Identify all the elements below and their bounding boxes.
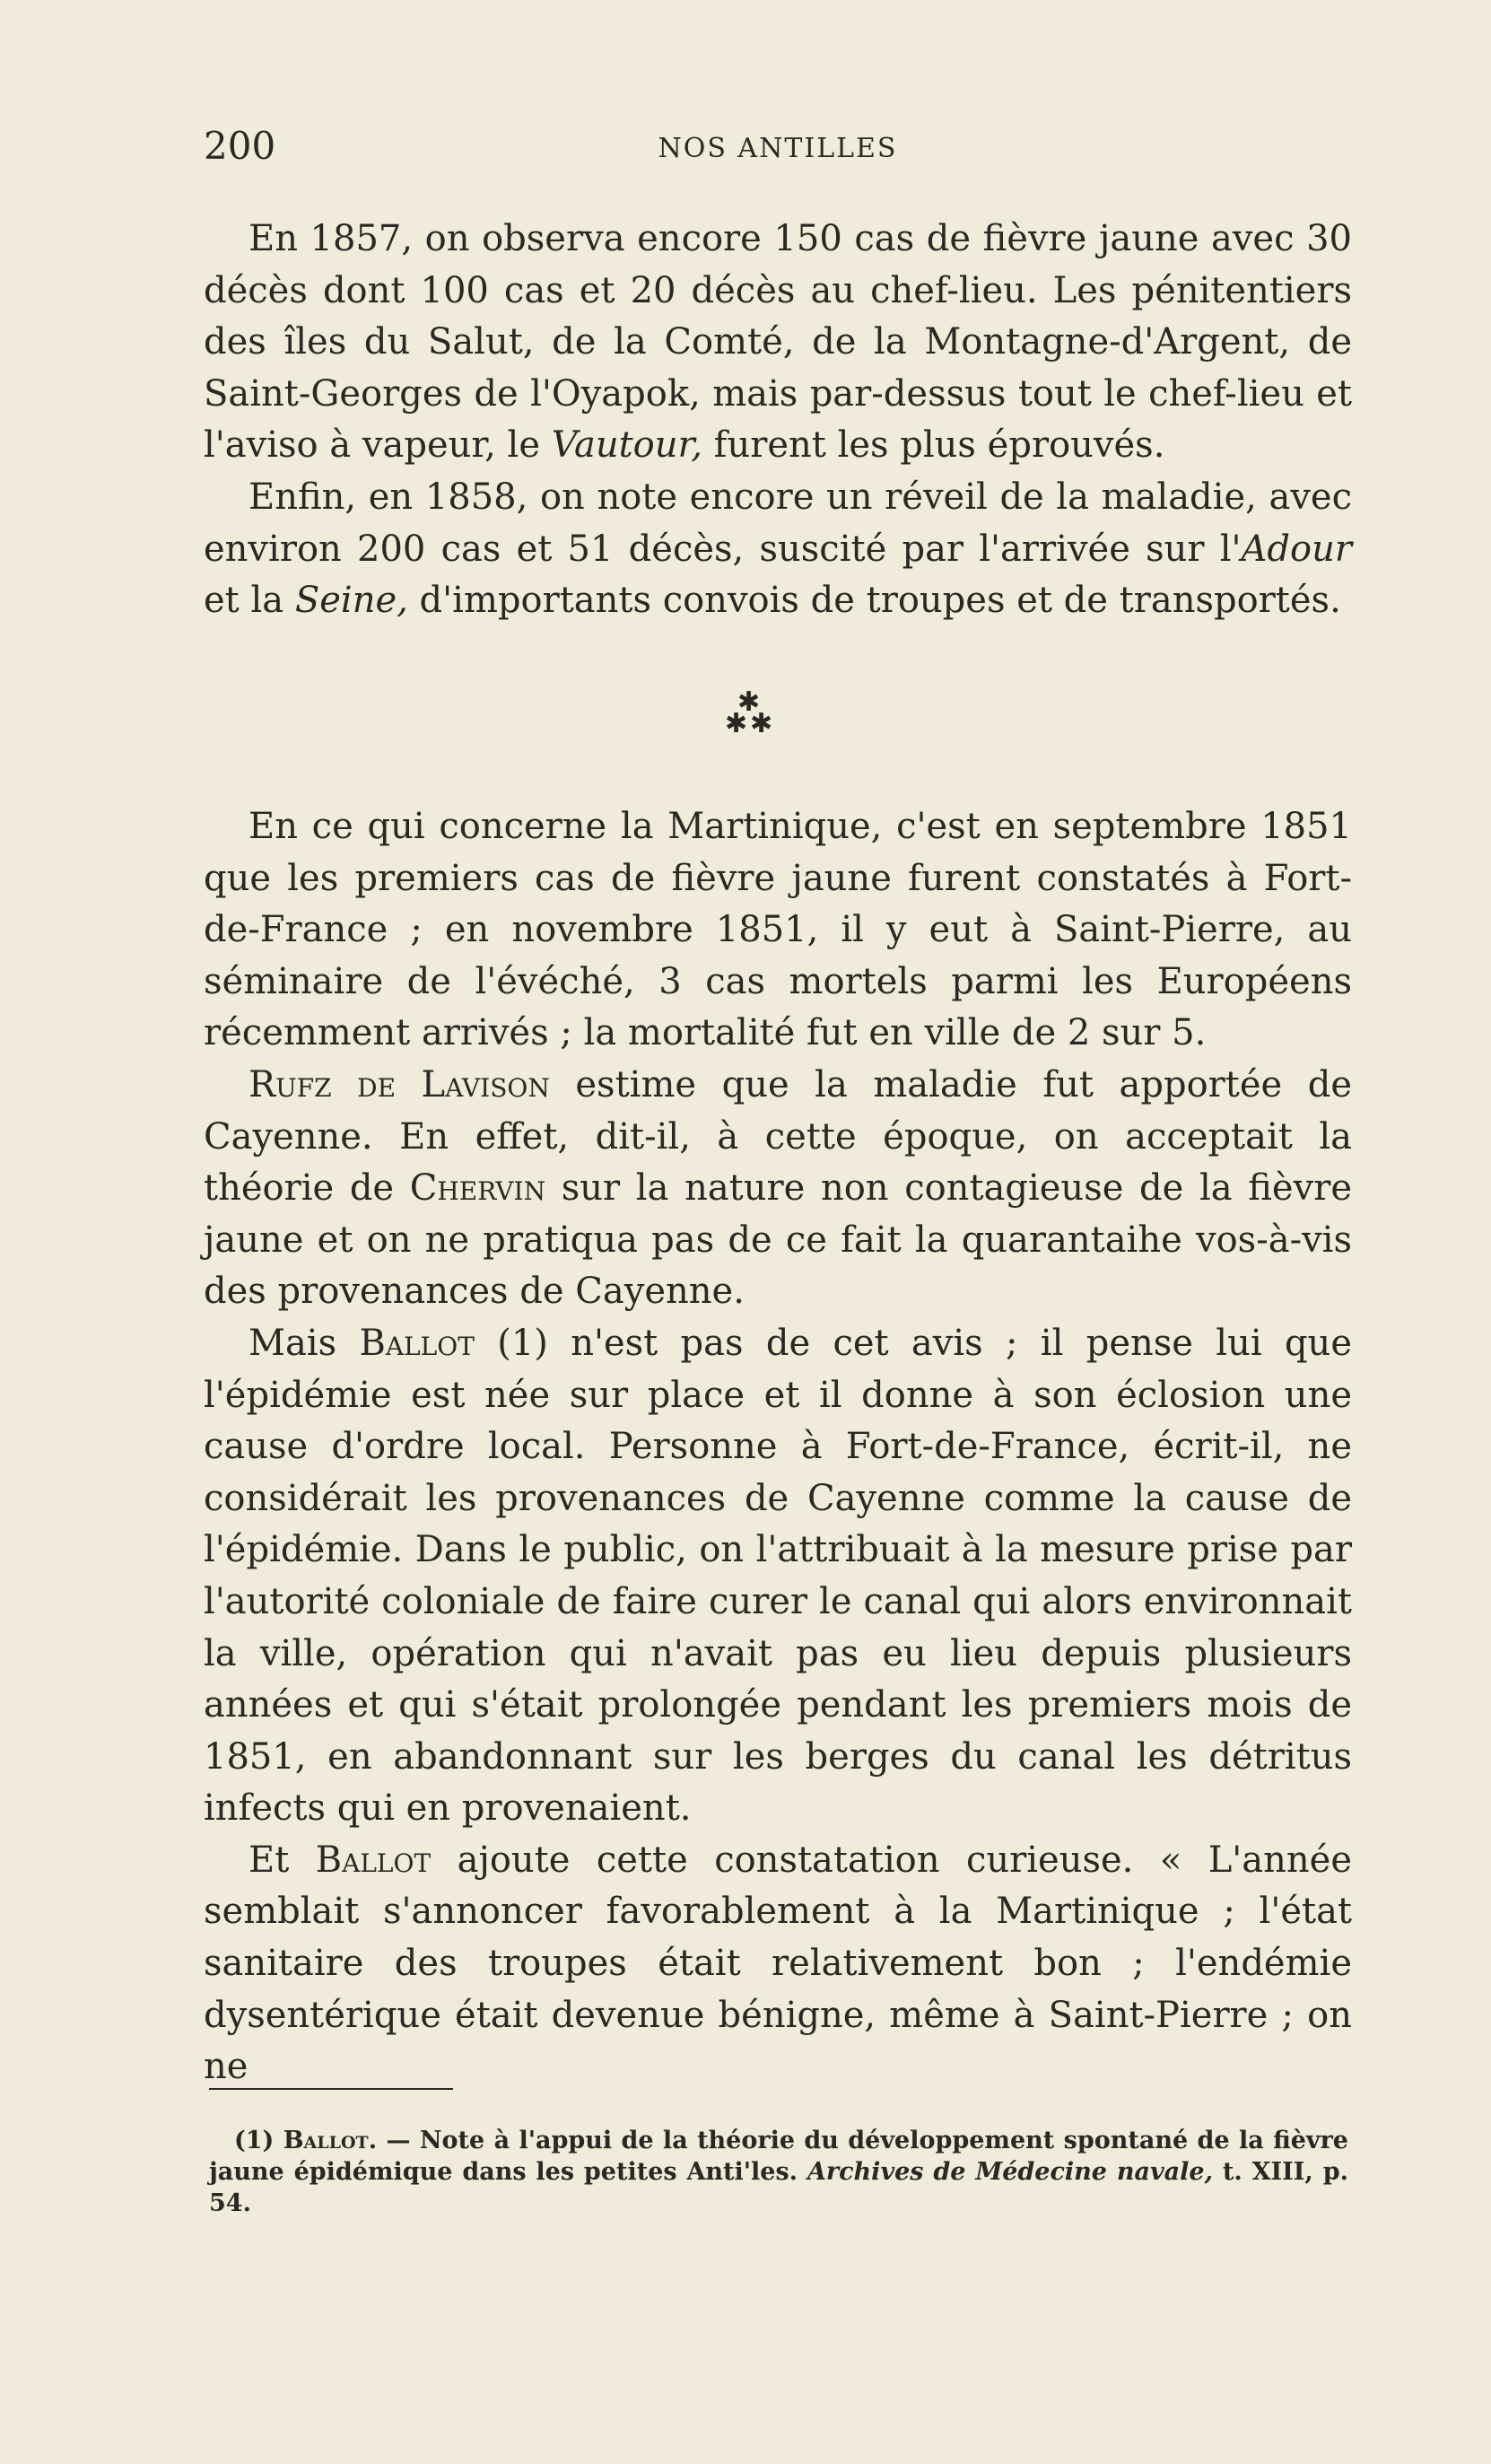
footnote: (1) Ballot. — Note à l'appui de la théorie du développement spontané de la fièvre jaune épidémique dans les petites Anti'les. Archives de Médecine navale, t. XIII, p. 54.	[209, 2127, 1348, 2217]
ship-name: Seine,	[294, 580, 408, 622]
ship-name: Vautour,	[551, 424, 702, 467]
author-name: Rufz de Lavison	[248, 1063, 550, 1105]
paragraph: Rufz de Lavison estime que la maladie fut apportée de Cayenne. En effet, dit-il, à cette époque, on acceptait la théorie de Chervin sur la nature non contagieuse de la fièvre jaune et on ne pratiqua pas de ce fait la quarantaihe vos-à-vis des provenances de Cayenne.	[204, 1063, 1352, 1313]
paragraph: En 1857, on observa encore 150 cas de fièvre jaune avec 30 décès dont 100 cas et 20 décès au chef-lieu. Les pénitentiers des îles du Salut, de la Comté, de la Montagne-d'Argent, de Saint-Georges de l'Oyapok, mais par-dessus tout le chef-lieu et l'aviso à vapeur, le Vautour, furent les plus éprouvés.	[204, 218, 1352, 467]
author-name: Chervin	[409, 1167, 546, 1210]
paragraph: Et Ballot ajoute cette constatation curieuse. « L'année semblait s'annoncer favorablement à la Martinique ; l'état sanitaire des troupes était relativement bon ; l'endémie dysentérique était devenue bénigne, même à Saint-Pierre ; on ne	[204, 1839, 1352, 2088]
page-number: 200	[204, 124, 276, 168]
text-section-2	[204, 801, 1352, 2093]
paragraph: En ce qui concerne la Martinique, c'est en septembre 1851 que les premiers cas de fièvre jaune furent constatés à Fort-de-France ; en novembre 1851, il y eut à Saint-Pierre, au séminaire de l'évéché, 3 cas mortels parmi les Européens récemment arrivés ; la mortalité fut en ville de 2 sur 5.	[204, 806, 1352, 1054]
paragraph: Enfin, en 1858, on note encore un réveil de la maladie, avec environ 200 cas et 51 décès, suscité par l'arrivée sur l'Adour et la Seine, d'importants convois de troupes et de transportés.	[204, 476, 1352, 622]
journal-title: Archives de Médecine navale,	[807, 2158, 1213, 2186]
author-name: Ballot	[315, 1839, 432, 1881]
text-section-1	[204, 214, 1352, 627]
footnote-rule	[209, 2088, 453, 2090]
author-name: Ballot	[359, 1322, 475, 1364]
paragraph: Mais Ballot (1) n'est pas de cet avis ; il pense lui que l'épidémie est née sur place et il donne à son éclosion une cause d'ordre local. Personne à Fort-de-France, écrit-il, ne considérait les provenances de Cayenne comme la cause de l'épidémie. Dans le public, on l'attribuait à la mesure prise par l'autorité coloniale de faire curer le canal qui alors environnait la ville, opération qui n'avait pas eu lieu depuis plusieurs années et qui s'était prolongée pendant les premiers mois de 1851, en abandonnant sur les berges du canal les détritus infects qui en provenaient.	[204, 1322, 1352, 1830]
running-title: NOS ANTILLES	[658, 133, 898, 164]
asterism-star-icon: ✱	[725, 708, 748, 739]
page-header	[204, 124, 1352, 178]
asterism-star-icon: ✱	[737, 686, 761, 718]
asterism-separator	[0, 686, 1491, 743]
ship-name: Adour	[1241, 528, 1352, 570]
asterism-star-icon: ✱	[750, 708, 773, 739]
author-name: Ballot	[283, 2127, 369, 2154]
